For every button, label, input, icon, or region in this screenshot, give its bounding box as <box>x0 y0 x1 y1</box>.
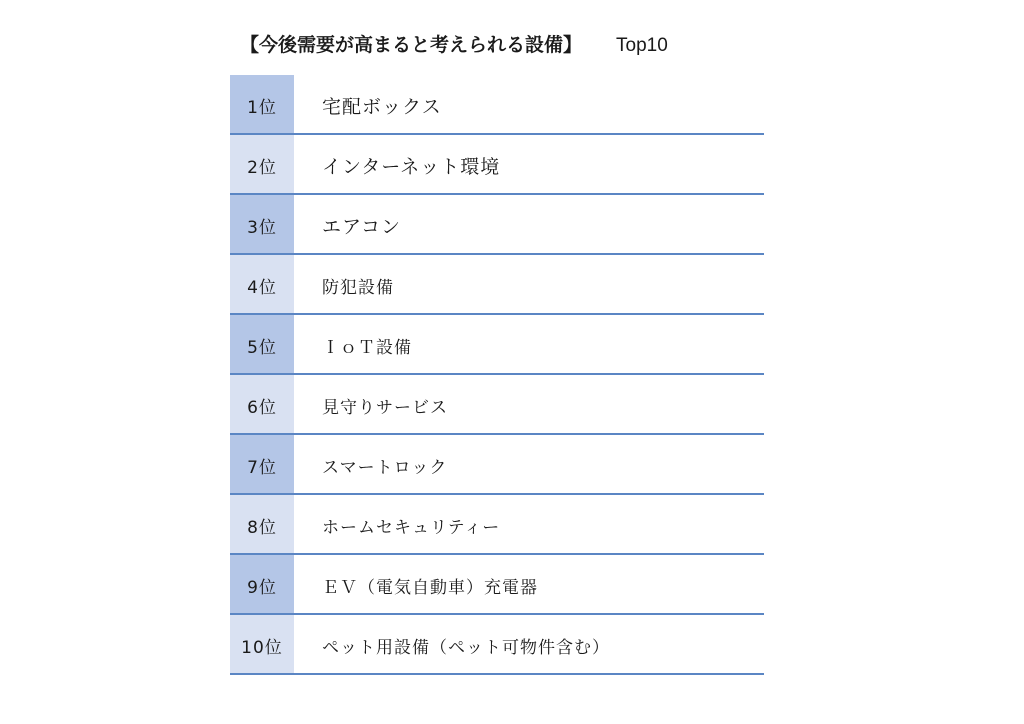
table-row-5 <box>230 315 764 375</box>
item-cell: 宅配ボックス <box>322 95 442 118</box>
item-cell: ホームセキュリティー <box>322 517 501 538</box>
rank-cell: 10位 <box>230 615 294 675</box>
ranking-table <box>230 75 764 675</box>
table-row-2 <box>230 135 764 195</box>
item-cell: ペット用設備（ペット可物件含む） <box>322 637 610 658</box>
table-row-10 <box>230 615 764 675</box>
item-cell: エアコン <box>322 215 402 238</box>
item-cell: 見守りサービス <box>322 397 448 418</box>
item-cell: ＩｏＴ設備 <box>322 337 412 358</box>
table-row-8 <box>230 495 764 555</box>
table-row-3 <box>230 195 764 255</box>
title-top10: Top10 <box>616 35 668 56</box>
item-cell: スマートロック <box>322 457 448 478</box>
item-cell: インターネット環境 <box>322 155 501 178</box>
table-row-9 <box>230 555 764 615</box>
table-row-1 <box>230 75 764 135</box>
rank-cell: 9位 <box>230 555 294 615</box>
page-title <box>240 30 668 60</box>
rank-cell: 2位 <box>230 135 294 195</box>
table-row-4 <box>230 255 764 315</box>
item-cell: ＥＶ（電気自動車）充電器 <box>322 577 538 598</box>
table-row-6 <box>230 375 764 435</box>
rank-cell: 8位 <box>230 495 294 555</box>
rank-cell: 6位 <box>230 375 294 435</box>
table-row-7 <box>230 435 764 495</box>
rank-cell: 3位 <box>230 195 294 255</box>
title-text: 【今後需要が高まると考えられる設備】 <box>240 34 583 56</box>
rank-cell: 4位 <box>230 255 294 315</box>
rank-cell: 1位 <box>230 75 294 135</box>
item-cell: 防犯設備 <box>322 277 394 298</box>
rank-cell: 7位 <box>230 435 294 495</box>
rank-cell: 5位 <box>230 315 294 375</box>
